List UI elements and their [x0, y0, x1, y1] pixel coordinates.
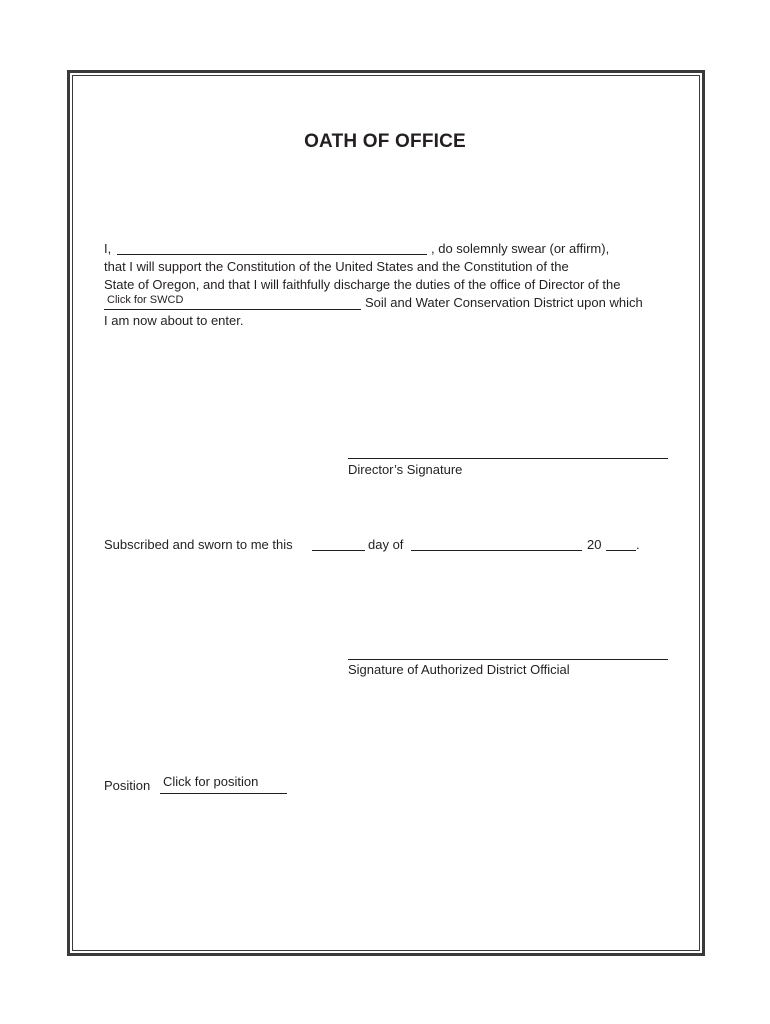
- swcd-field-underline: [104, 309, 361, 310]
- oath-line1-suffix: , do solemnly swear (or affirm),: [431, 241, 610, 256]
- subscribed-prefix: Subscribed and sworn to me this: [104, 537, 293, 552]
- oath-line3: State of Oregon, and that I will faithfully discharge the duties of the office of Director of the: [104, 277, 621, 292]
- page-border-inner: [72, 75, 700, 951]
- swcd-field[interactable]: Click for SWCD: [107, 294, 184, 306]
- year-prefix: 20: [587, 537, 602, 552]
- day-of-label: day of: [368, 537, 404, 552]
- official-signature-line[interactable]: [348, 659, 668, 660]
- oath-line1-prefix: I,: [104, 241, 112, 256]
- oath-line5: I am now about to enter.: [104, 313, 244, 328]
- name-field[interactable]: [117, 254, 427, 255]
- year-field[interactable]: [606, 550, 636, 551]
- page-border: [67, 70, 705, 956]
- document-title: OATH OF OFFICE: [304, 131, 466, 152]
- oath-line2: that I will support the Constitution of the United States and the Constitution of the: [104, 259, 569, 274]
- position-label: Position: [104, 778, 151, 793]
- director-signature-line[interactable]: [348, 458, 668, 459]
- position-field-underline: [160, 793, 287, 794]
- official-signature-label: Signature of Authorized District Official: [348, 662, 570, 677]
- month-field[interactable]: [411, 550, 582, 551]
- director-signature-label: Director’s Signature: [348, 462, 463, 477]
- subscribed-end: .: [636, 537, 640, 552]
- day-field[interactable]: [312, 550, 365, 551]
- oath-line4-suffix: Soil and Water Conservation District upon which: [365, 295, 643, 310]
- position-field[interactable]: Click for position: [163, 774, 259, 789]
